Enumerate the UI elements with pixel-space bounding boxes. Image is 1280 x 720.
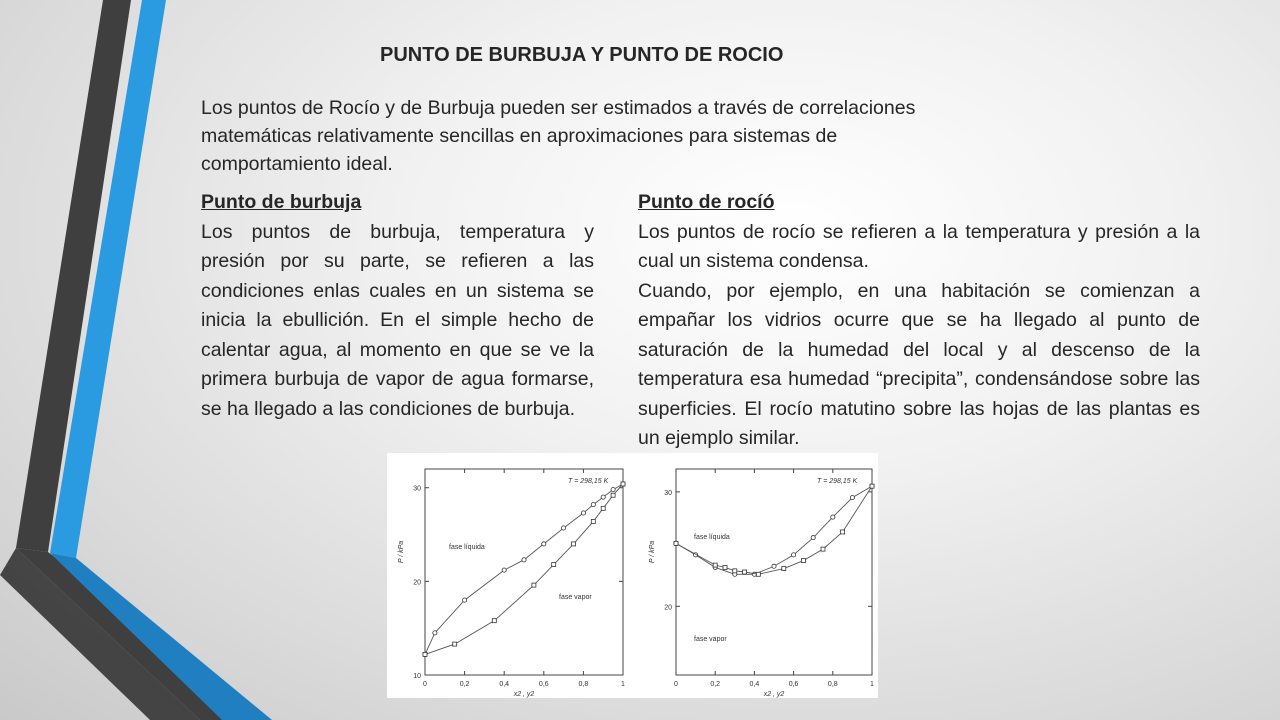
data-point-liquid [581, 511, 585, 515]
data-point-liquid [831, 515, 835, 519]
y-tick-label: 30 [664, 489, 672, 497]
data-point-vapor [713, 563, 717, 567]
x-tick-label: 1 [621, 681, 625, 688]
dew-point-column [638, 188, 1200, 454]
data-point-vapor [453, 642, 457, 646]
annotation-label: fase líquida [694, 534, 730, 541]
annotation-label: fase vapor [559, 594, 592, 601]
data-point-vapor [423, 652, 427, 656]
data-point-liquid [591, 502, 595, 506]
x-tick-label: 0,8 [578, 681, 589, 688]
data-point-liquid [542, 542, 546, 546]
data-point-vapor [591, 519, 595, 523]
x-tick-label: 0,2 [459, 681, 470, 688]
data-point-vapor [841, 530, 845, 534]
data-point-liquid [611, 488, 615, 492]
data-point-vapor [756, 572, 760, 576]
annotation-label: fase líquida [449, 544, 485, 551]
x-tick-label: 0,2 [710, 681, 721, 688]
y-axis-label: P / kPa [649, 540, 656, 564]
x-tick-label: 0 [674, 681, 678, 688]
x-axis-label: x2 , y2 [513, 691, 535, 698]
x-axis-label: x2 , y2 [763, 691, 785, 698]
data-point-liquid [811, 536, 815, 540]
data-point-liquid [562, 526, 566, 530]
y-tick-label: 20 [413, 579, 421, 587]
series-line-liquid [425, 484, 623, 654]
phase-diagram-left [387, 453, 632, 698]
bubble-point-column [201, 188, 594, 424]
shade-stripe [0, 548, 200, 720]
data-point-liquid [463, 598, 467, 602]
bubble-point-heading: Punto de burbuja [201, 191, 362, 213]
data-point-vapor [801, 559, 805, 563]
x-tick-label: 0,4 [499, 681, 510, 688]
chart-title: T = 298,15 K [568, 478, 609, 485]
slide-title: PUNTO DE BURBUJA Y PUNTO DE ROCIO [380, 44, 784, 66]
y-axis-label: P / kPa [398, 540, 405, 564]
x-tick-label: 0,6 [788, 681, 799, 688]
dew-point-text-2: Cuando, por ejemplo, en una habitación se comienzan a empañar los vidrios ocurre que se ha llegado al punto de saturación de la humedad del local y al descenso de la temperatura esa humedad “precipita”, condensándose sobre las superficies. El rocío matutino sobre las hojas de las plantas es un ejemplo similar. [638, 279, 1200, 449]
y-tick-label: 20 [664, 604, 672, 612]
series-line-vapor [425, 484, 623, 654]
data-point-vapor [532, 583, 536, 587]
annotation-label: fase vapor [694, 636, 727, 643]
data-point-vapor [492, 619, 496, 623]
phase-diagrams-figure [387, 453, 878, 698]
x-tick-label: 0,6 [538, 681, 549, 688]
data-point-vapor [743, 570, 747, 574]
data-point-vapor [621, 482, 625, 486]
intro-paragraph: Los puntos de Rocío y de Burbuja pueden ser estimados a través de correlaciones matemáticas relativamente sencillas en aproximaciones para sistemas de comportamiento ideal. [201, 97, 916, 175]
data-point-vapor [552, 563, 556, 567]
data-point-vapor [674, 541, 678, 545]
data-point-vapor [723, 565, 727, 569]
data-point-liquid [601, 495, 605, 499]
y-tick-label: 10 [413, 673, 421, 680]
chart-title: T = 298,15 K [817, 478, 858, 485]
bubble-point-text: Los puntos de burbuja, temperatura y presión por su parte, se refieren a las condiciones enlas cuales en un sistema se inicia la ebullición. En el simple hecho de calentar agua, al momento en que se ve la primera burbuja de vapor de agua formarse, se ha llegado a las condiciones de burbuja. [201, 220, 594, 420]
dew-point-text-1: Los puntos de rocío se refieren a la temperatura y presión a la cual un sistema condensa. [638, 220, 1200, 272]
data-point-vapor [572, 542, 576, 546]
x-tick-label: 0 [423, 681, 427, 688]
dew-point-heading: Punto de rocíó [638, 191, 775, 213]
data-point-liquid [502, 568, 506, 572]
data-point-vapor [733, 569, 737, 573]
data-point-liquid [850, 496, 854, 500]
x-tick-label: 0,4 [749, 681, 760, 688]
data-point-liquid [522, 558, 526, 562]
data-point-liquid [772, 564, 776, 568]
data-point-vapor [870, 484, 874, 488]
data-point-liquid [433, 631, 437, 635]
data-point-vapor [782, 567, 786, 571]
y-tick-label: 30 [413, 485, 421, 493]
x-tick-label: 0,8 [827, 681, 838, 688]
plot-frame [676, 469, 872, 675]
data-point-vapor [821, 547, 825, 551]
data-point-vapor [611, 493, 615, 497]
data-point-liquid [792, 553, 796, 557]
phase-diagram-right [632, 453, 878, 698]
x-tick-label: 1 [870, 681, 874, 688]
data-point-vapor [601, 506, 605, 510]
